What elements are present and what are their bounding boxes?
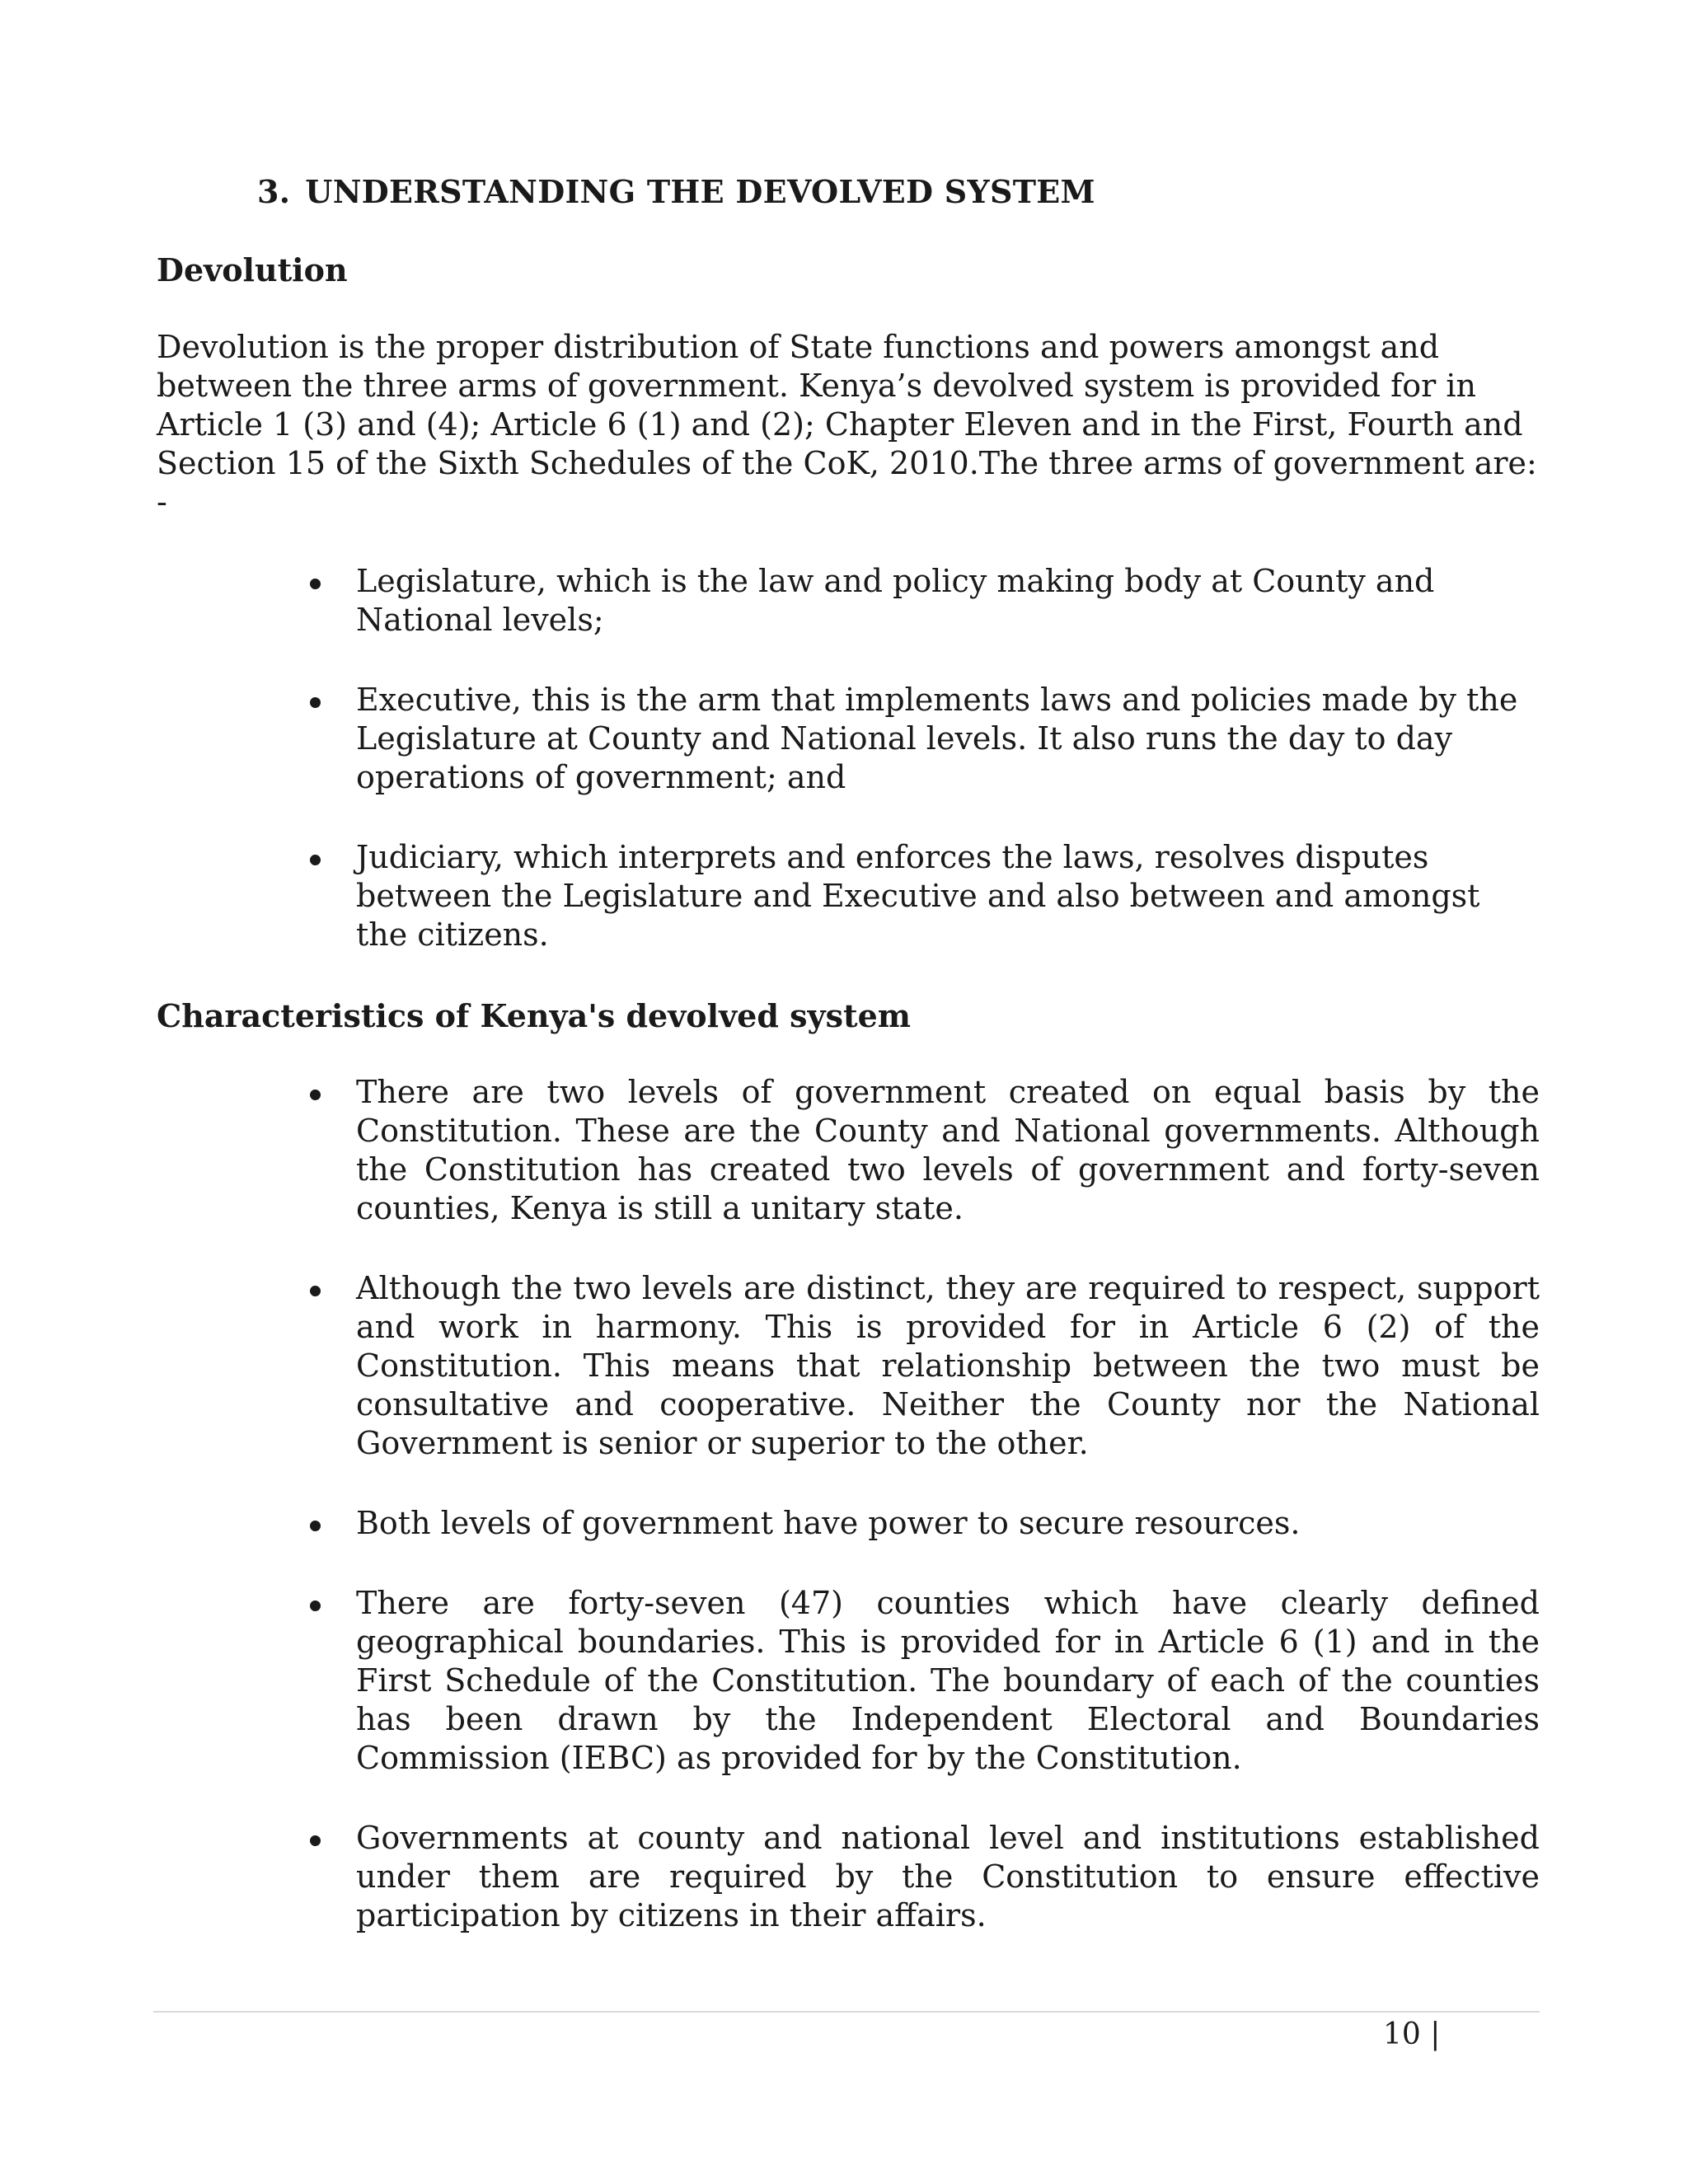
characteristics-list (303, 1073, 1540, 1976)
list-item (303, 1819, 1540, 1935)
list-item (303, 1073, 1540, 1228)
section-number: 3. (257, 173, 291, 210)
section-title: UNDERSTANDING THE DEVOLVED SYSTEM (305, 173, 1095, 210)
page-number: 10 | (1383, 2018, 1441, 2051)
list-item (303, 838, 1540, 954)
list-item-text: Governments at county and national level and institutions established under them are required by the Constitution to ensure effective participation by citizens in their affairs. (356, 1820, 1540, 1933)
bullet-icon (310, 697, 321, 708)
arms-of-government-list (303, 562, 1540, 996)
bullet-icon (310, 579, 321, 589)
bullet-icon (310, 855, 321, 865)
list-item-text: Executive, this is the arm that implements laws and policies made by the Legislature at County and National levels. It also runs the day to day operations of government; and (356, 682, 1518, 795)
bullet-icon (310, 1286, 321, 1296)
devolution-intro-paragraph: Devolution is the proper distribution of State functions and powers amongst and between the three arms of government. Kenya’s devolved system is provided for in Article 1 (3) and (4); Article 6 (1) and (2); Chapter Eleven and in the First, Fourth and Section 15 of the Sixth Schedules of the CoK, 2010.The three arms of government are: - (157, 329, 1537, 520)
bullet-icon (310, 1090, 321, 1100)
list-item-text: Judiciary, which interprets and enforces the laws, resolves disputes between the Legislature and Executive and also between and amongst the citizens. (356, 839, 1480, 953)
list-item-text: Legislature, which is the law and policy making body at County and National levels; (356, 563, 1435, 638)
list-item (303, 1504, 1540, 1543)
section-heading (257, 173, 1095, 210)
list-item (303, 562, 1540, 640)
list-item-text: There are two levels of government created on equal basis by the Constitution. These are the County and National governments. Although the Constitution has created two levels of government and forty-seven counties, Kenya is still a unitary state. (356, 1074, 1540, 1226)
list-item (303, 1269, 1540, 1463)
devolution-heading: Devolution (157, 251, 348, 288)
list-item-text: There are forty-seven (47) counties which have clearly defined geographical boundaries. This is provided for in Article 6 (1) and in the First Schedule of the Constitution. The boundary of each of the counties has been drawn by the Independent Electoral and Boundaries Commission (IEBC) as provided for by the Constitution. (356, 1585, 1540, 1776)
list-item (303, 1584, 1540, 1778)
list-item-text: Both levels of government have power to secure resources. (356, 1505, 1301, 1541)
bullet-icon (310, 1835, 321, 1846)
footer-divider (153, 2011, 1540, 2013)
characteristics-heading: Characteristics of Kenya's devolved system (157, 997, 911, 1034)
list-item (303, 681, 1540, 797)
bullet-icon (310, 1601, 321, 1611)
bullet-icon (310, 1521, 321, 1531)
list-item-text: Although the two levels are distinct, they are required to respect, support and work in harmony. This is provided for in Article 6 (2) of the Constitution. This means that relationship between the two must be consultative and cooperative. Neither the County nor the National Government is senior or superior to the other. (356, 1270, 1540, 1461)
